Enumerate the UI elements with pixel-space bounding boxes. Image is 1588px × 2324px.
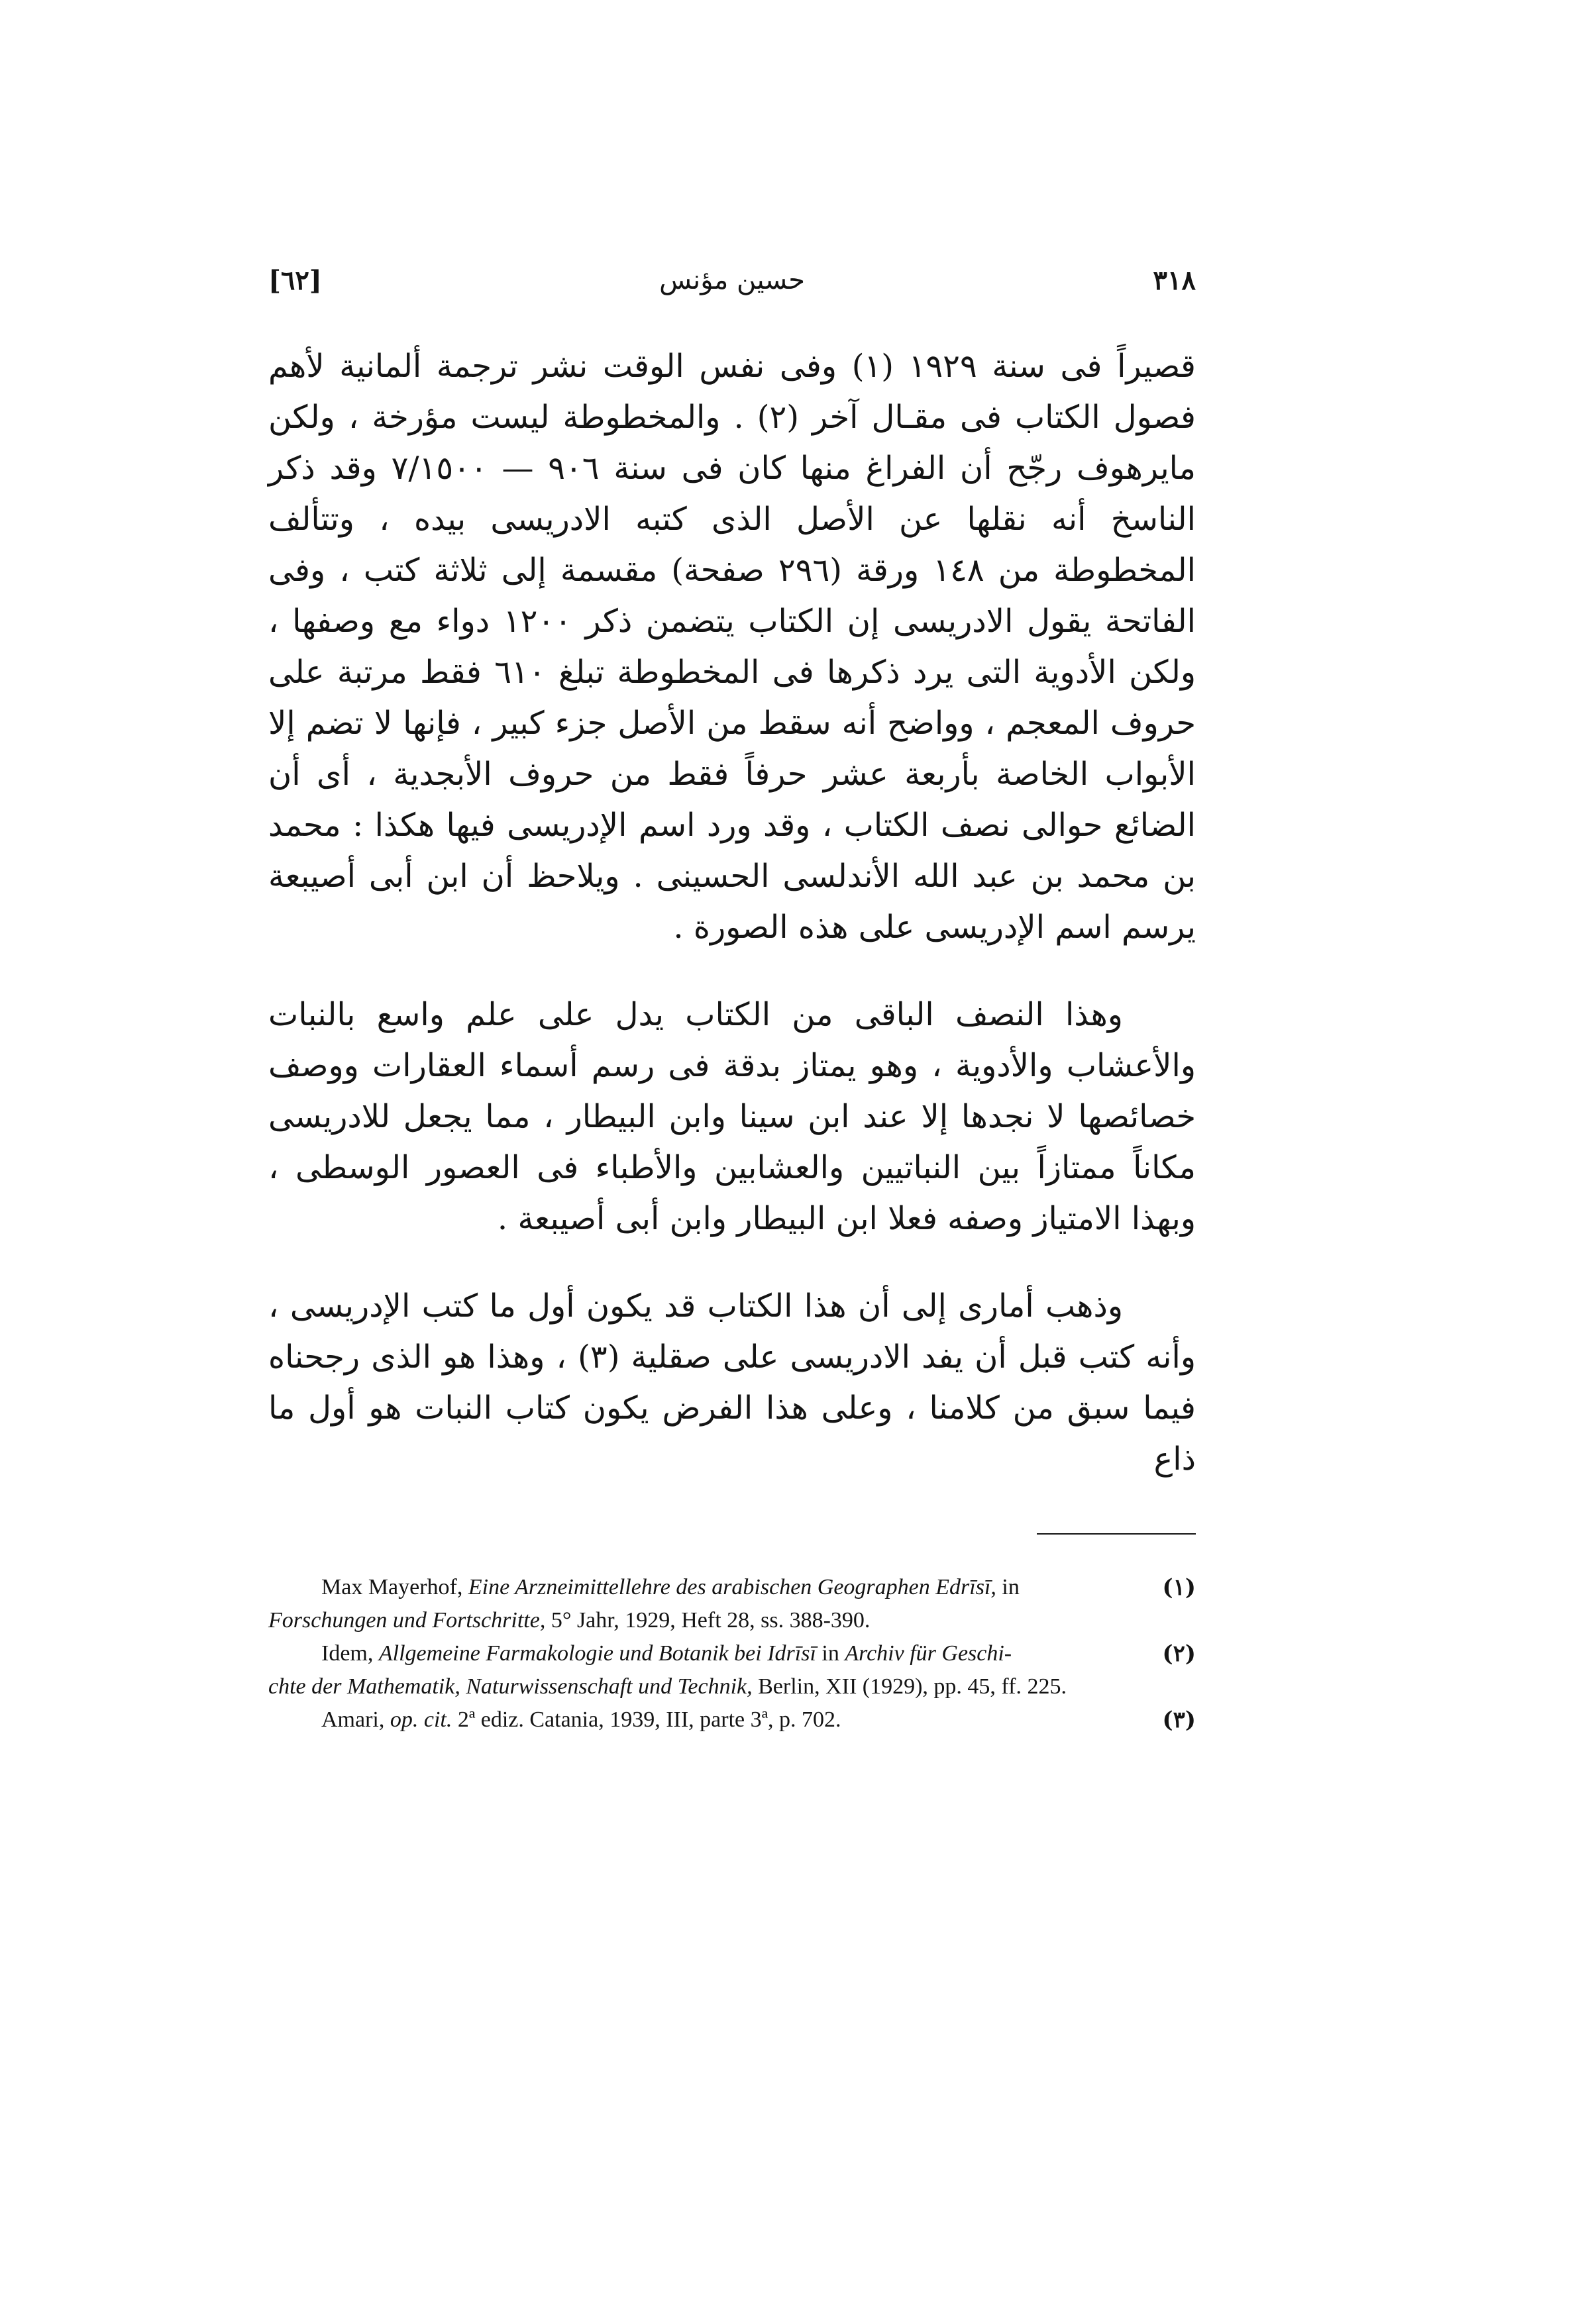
footnote-title: Archiv für Geschi- [845,1641,1012,1666]
footnote-text: in [816,1641,845,1666]
footnote-2-line-2 [268,1670,1196,1703]
footnote-3-line-1 [268,1703,1196,1737]
paragraph-1: قصيراً فى سنة ١٩٢٩ (١) وفى نفس الوقت نشر ترجمة ألمانية لأهم فصول الكتاب فى مقـال آخر (٢) . والمخطوطة ليست مؤرخة ، ولكن مايرهوف رجّح أن الفراغ منها كان فى سنة ٩٠٦ — ٧/١٥٠٠ وقد ذكر الناسخ أنه نقلها عن الأصل الذى كتبه الادريسى بيده ، وتتألف المخطوطة من ١٤٨ ورقة (٢٩٦ صفحة) مقسمة إلى ثلاثة كتب ، وفى الفاتحة يقول الادريسى إن الكتاب يتضمن ذكر ١٢٠٠ دواء مع وصفها ، ولكن الأدوية التى يرد ذكرها فى المخطوطة تبلغ ٦١٠ فقط مرتبة على حروف المعجم ، وواضح أنه سقط من الأصل جزء كبير ، فإنها لا تضم إلا الأبواب الخاصة بأربعة عشر حرفاً فقط من حروف الأبجدية ، أى أن الضائع حوالى نصف الكتاب ، وقد ورد اسم الإدريسى فيها هكذا : محمد بن محمد بن عبد الله الأندلسى الحسينى . ويلاحظ أن ابن أبى أصيبعة يرسم اسم الإدريسى على هذه الصورة . [268,348,1196,946]
footnote-1-line-2 [268,1604,1196,1637]
paragraph-3: وذهب أمارى إلى أن هذا الكتاب قد يكون أول ما كتب الإدريسى ، وأنه كتب قبل أن يفد الادريسى على صقلية (٣) ، وهذا هو الذى رجحناه فيما سبق من كلامنا ، وعلى هذا الفرض يكون كتاب النبات هو أول ما ذاع [268,1288,1196,1478]
footnotes [268,1571,1196,1737]
footnote-text: in [996,1575,1020,1599]
page-number: ٣١٨ [1153,265,1196,296]
running-header [268,265,1196,318]
paragraph-2: وهذا النصف الباقى من الكتاب يدل على علم واسع بالنبات والأعشاب والأدوية ، وهو يمتاز بدقة فى رسم أسماء العقارات ووصف خصائصها لا نجدها إلا عند ابن سينا وابن البيطار ، مما يجعل للادريسى مكاناً ممتازاً بين النباتيين والعشابين والأطباء فى العصور الوسطى ، وبهذا الامتياز وصفه فعلا ابن البيطار وابن أبى أصيبعة . [268,996,1196,1237]
main-text [268,341,1196,1485]
footnote-text: 5° Jahr, 1929, Heft 28, ss. 388-390. [545,1608,871,1633]
footnote-1-line-1 [268,1571,1196,1604]
footnote-text: Amari, [321,1707,390,1732]
bracket-number: [٦٢] [268,265,322,296]
footnote-number: (١) [1162,1574,1196,1601]
footnote-title: Allgemeine Farmakologie und Botanik bei Idrīsī [378,1641,816,1666]
running-author: حسين مؤنس [659,265,805,295]
footnote-number: (٣) [1162,1707,1196,1733]
footnote-title: Forschungen und Fortschritte, [268,1608,546,1633]
footnote-text: Idem, [321,1641,379,1666]
footnote-text: Berlin, XII (1929), pp. 45, ff. 225. [752,1674,1067,1699]
footnote-text: 2ª ediz. Catania, 1939, III, parte 3ª, p. 702. [452,1707,841,1732]
footnote-separator [1037,1533,1196,1535]
footnote-title: op. cit. [390,1707,452,1732]
footnote-text: Max Mayerhof, [321,1575,468,1599]
footnote-title: chte der Mathematik, Naturwissenschaft und Technik, [268,1674,753,1699]
footnote-2-line-1 [268,1637,1196,1670]
footnote-number: (٢) [1162,1641,1196,1667]
footnote-title: Eine Arzneimittellehre des arabischen Geographen Edrīsī, [468,1575,996,1599]
